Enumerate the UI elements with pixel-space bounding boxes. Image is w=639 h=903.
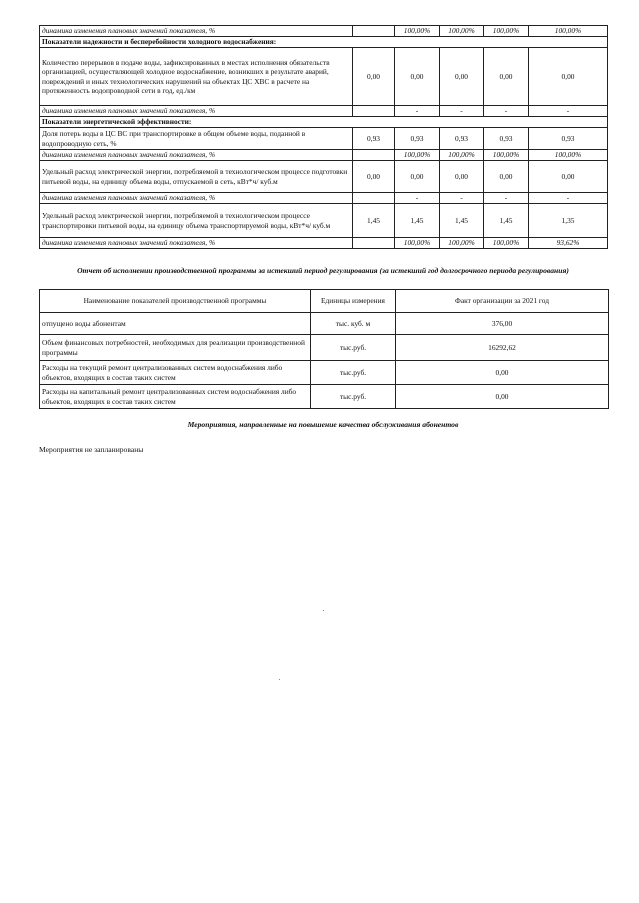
value-cell: - (440, 106, 484, 117)
table-row (40, 335, 609, 361)
value-cell: 0,00 (395, 161, 440, 193)
row-name: отпущено воды абонентам (40, 313, 311, 335)
value-cell: 100,00% (529, 26, 608, 37)
value-cell: - (395, 193, 440, 204)
row-fact: 376,00 (396, 313, 609, 335)
value-cell (353, 150, 395, 161)
row-fact: 16292,62 (396, 335, 609, 361)
measures-title: Мероприятия, направленные на повышение качества обслуживания абонентов (187, 420, 459, 429)
value-cell: 0,93 (395, 128, 440, 150)
dynamics-row (40, 150, 608, 161)
row-unit: тыс. куб. м (311, 313, 396, 335)
indicator-row (40, 161, 608, 193)
row-name: Расходы на текущий ремонт централизованных систем водоснабжения либо объектов, входящих в состав таких систем (40, 361, 311, 385)
value-cell: 0,00 (353, 48, 395, 106)
row-name: Объем финансовых потребностей, необходимых для реализации производственной программы (40, 335, 311, 361)
indicator-label: динамика изменения плановых значений показателя, % (40, 106, 353, 117)
value-cell: - (529, 106, 608, 117)
value-cell (353, 238, 395, 249)
row-name: Расходы на капитальный ремонт централизованных систем водоснабжения либо объектов, входящих в состав таких систем (40, 385, 311, 409)
row-fact: 0,00 (396, 385, 609, 409)
value-cell: 100,00% (395, 150, 440, 161)
production-program-report-table (39, 289, 609, 409)
indicator-label: Удельный расход электрической энергии, потребляемой в технологическом процессе транспортировки питьевой воды, на единицу объема транспортируемой воды, кВт*ч/ куб.м (40, 204, 353, 238)
dynamics-row (40, 238, 608, 249)
indicator-label: динамика изменения плановых значений показателя, % (40, 150, 353, 161)
table-row (40, 313, 609, 335)
indicators-table (39, 25, 608, 249)
value-cell: 0,00 (484, 48, 529, 106)
value-cell: 100,00% (395, 26, 440, 37)
measures-text: Мероприятия не запланированы (39, 445, 144, 454)
value-cell: 1,45 (484, 204, 529, 238)
value-cell: 0,00 (440, 48, 484, 106)
value-cell: 100,00% (484, 150, 529, 161)
section-header-row (40, 117, 608, 128)
table-row (40, 385, 609, 409)
value-cell: 0,00 (529, 48, 608, 106)
row-unit: тыс.руб. (311, 385, 396, 409)
value-cell: 100,00% (529, 150, 608, 161)
indicator-row (40, 204, 608, 238)
value-cell: 100,00% (440, 150, 484, 161)
indicator-row (40, 128, 608, 150)
value-cell: - (484, 106, 529, 117)
table-row (40, 361, 609, 385)
value-cell: 1,45 (395, 204, 440, 238)
value-cell: - (440, 193, 484, 204)
section-header-row (40, 37, 608, 48)
report-title: Отчет об исполнении производственной программы за истекший период регулирования (за истекший год долгосрочного периода регулирования) (77, 266, 569, 275)
value-cell: - (395, 106, 440, 117)
indicator-label: Доля потерь воды в ЦС ВС при транспортировке в общем объеме воды, поданной в водопроводную сеть, % (40, 128, 353, 150)
value-cell: 1,45 (353, 204, 395, 238)
scan-speck (323, 610, 324, 611)
indicator-label: динамика изменения плановых значений показателя, % (40, 238, 353, 249)
value-cell: 0,00 (395, 48, 440, 106)
value-cell: 0,93 (440, 128, 484, 150)
value-cell (353, 106, 395, 117)
value-cell: 1,45 (440, 204, 484, 238)
value-cell: 0,00 (529, 161, 608, 193)
dynamics-row (40, 106, 608, 117)
column-header-unit: Единицы измерения (311, 290, 396, 313)
indicator-row (40, 48, 608, 106)
value-cell: 93,62% (529, 238, 608, 249)
value-cell: 100,00% (395, 238, 440, 249)
value-cell: 1,35 (529, 204, 608, 238)
value-cell (353, 193, 395, 204)
dynamics-row (40, 26, 608, 37)
value-cell: 0,93 (484, 128, 529, 150)
value-cell (353, 26, 395, 37)
row-fact: 0,00 (396, 361, 609, 385)
column-header-fact: Факт организации за 2021 год (396, 290, 609, 313)
value-cell: 0,00 (440, 161, 484, 193)
value-cell: 0,93 (529, 128, 608, 150)
indicator-label: динамика изменения плановых значений показателя, % (40, 193, 353, 204)
indicator-label: Удельный расход электрической энергии, потребляемой в технологическом процессе подготовки питьевой воды, на единицу объема воды, отпускаемой в сеть, кВт*ч/ куб.м (40, 161, 353, 193)
value-cell: 100,00% (484, 238, 529, 249)
value-cell: - (529, 193, 608, 204)
value-cell: - (484, 193, 529, 204)
indicator-label: Количество перерывов в подаче воды, зафиксированных в местах исполнения обязательств организацией, осуществляющей холодное водоснабжение, возникших в результате аварий, повреждений и иных технологических нарушений на объектах ЦС ХВС в расчете на протяженность водопроводной сети в год, ед./км (40, 48, 353, 106)
value-cell: 0,93 (353, 128, 395, 150)
dynamics-row (40, 193, 608, 204)
value-cell: 100,00% (440, 26, 484, 37)
value-cell: 100,00% (440, 238, 484, 249)
value-cell: 0,00 (353, 161, 395, 193)
value-cell: 100,00% (484, 26, 529, 37)
table-header-row (40, 290, 609, 313)
column-header-name: Наименование показателей производственной программы (40, 290, 311, 313)
value-cell: 0,00 (484, 161, 529, 193)
section-title: Показатели энергетической эффективности: (40, 117, 608, 128)
row-unit: тыс.руб. (311, 335, 396, 361)
section-title: Показатели надежности и бесперебойности холодного водоснабжения: (40, 37, 608, 48)
row-unit: тыс.руб. (311, 361, 396, 385)
indicator-label: динамика изменения плановых значений показателя, % (40, 26, 353, 37)
scan-speck (279, 679, 280, 680)
